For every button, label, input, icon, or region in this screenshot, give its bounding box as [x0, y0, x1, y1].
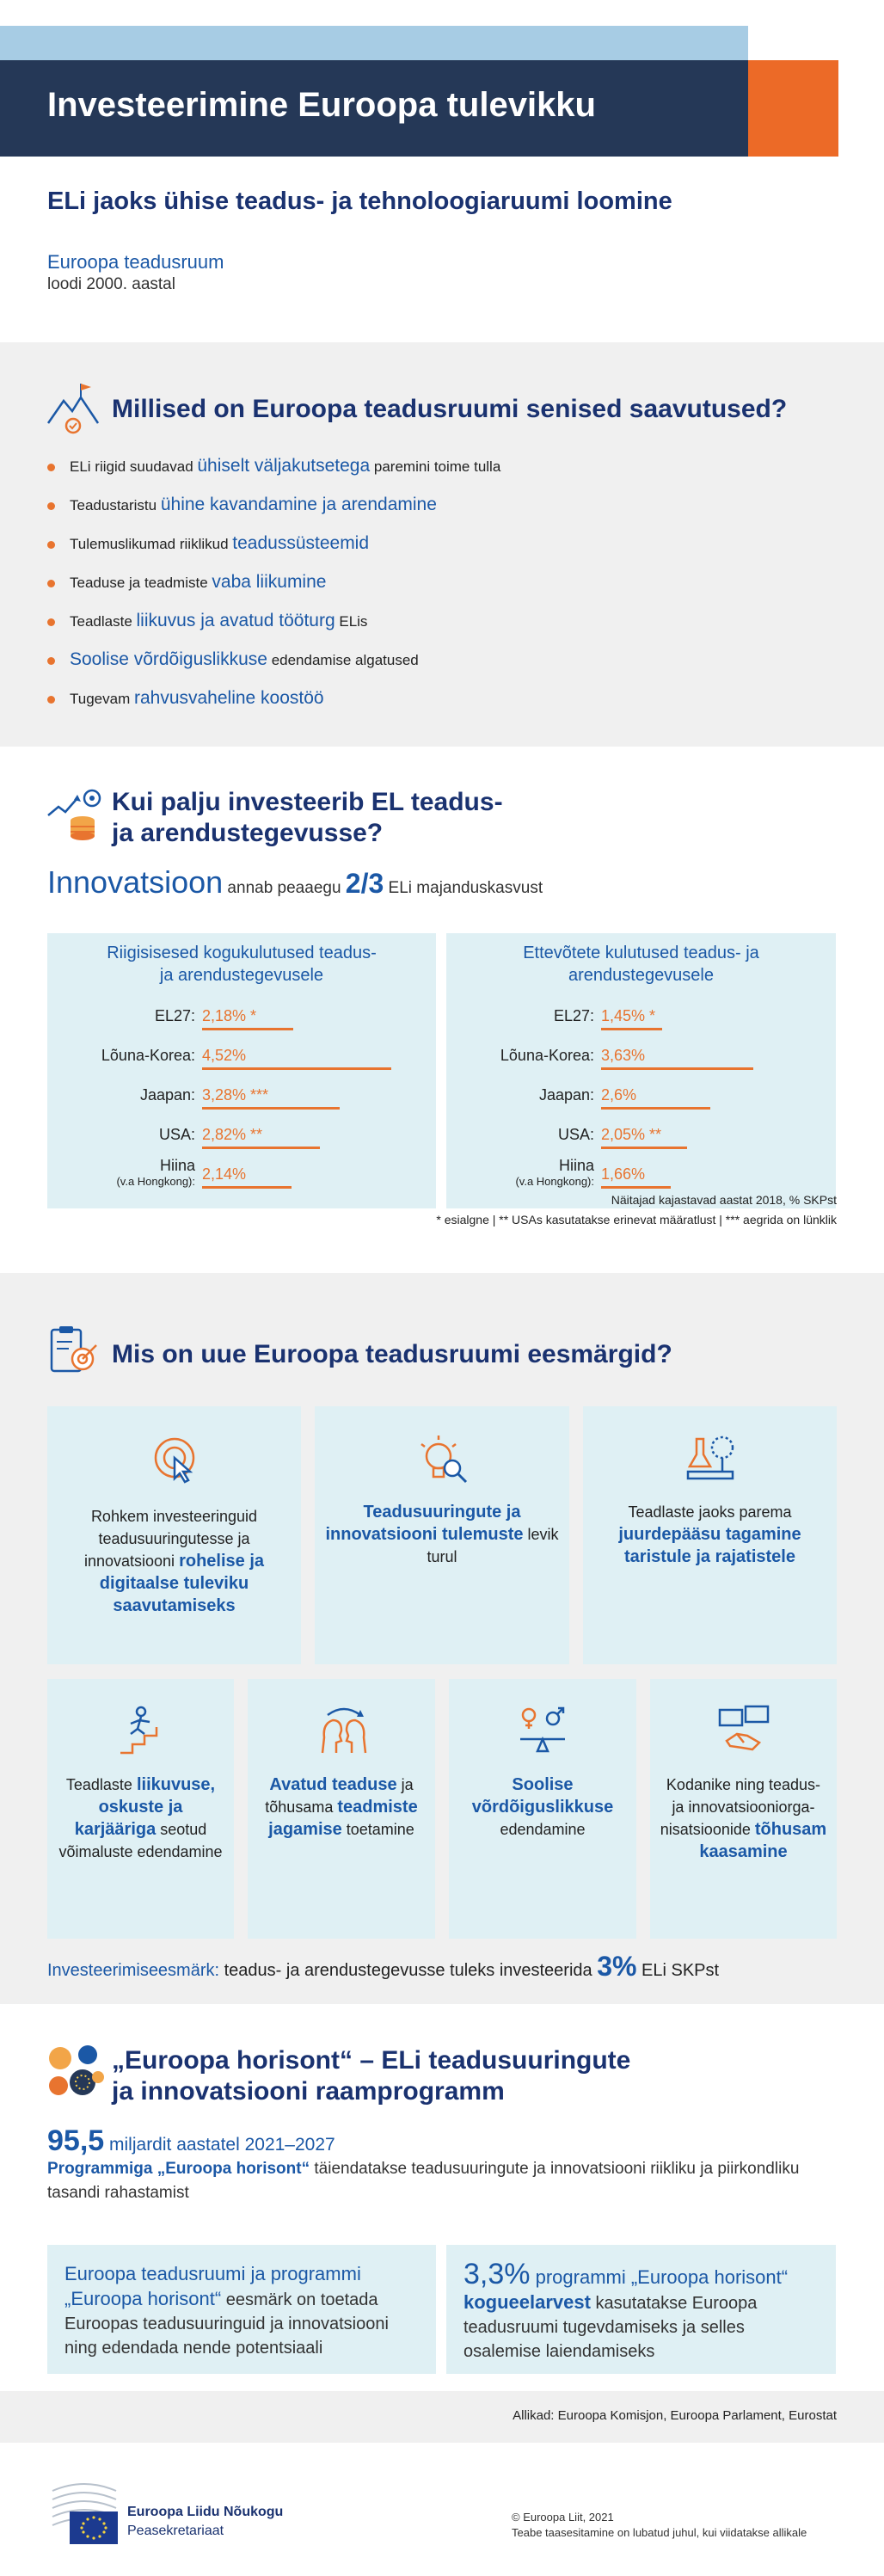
goal-highlight: Teadusuuringute ja innovatsiooni tulemuste: [325, 1503, 524, 1544]
sources: Allikad: Euroopa Komisjon, Euroopa Parlament, Eurostat: [513, 2408, 837, 2423]
achievement-item: [47, 531, 500, 569]
achievement-item: [47, 647, 500, 685]
goal-text: [592, 1501, 828, 1568]
panel-title-line2: ja arendustegevusele: [159, 966, 324, 985]
goal-text-part: ja tõhusama: [265, 1776, 414, 1816]
heads-exchange-icon: [316, 1705, 367, 1758]
achievements-list: [47, 453, 500, 724]
tap-target-icon: [149, 1432, 200, 1485]
footer-copyright: [512, 2510, 807, 2541]
goal-tile: [449, 1679, 636, 1939]
panel-title-line1: Ettevõtete kulutused teadus- ja: [523, 944, 759, 962]
country-row: [47, 1043, 436, 1083]
achievement-highlight: liikuvus ja avatud tööturg: [136, 611, 335, 630]
country-row: [446, 1043, 836, 1083]
goal-text: [256, 1774, 427, 1841]
achievement-highlight: ühiselt väljakutsetega: [197, 456, 371, 476]
horizon-share-mid: programmi „Euroopa horisont“: [530, 2266, 789, 2288]
footer-org-name: Euroopa Liidu Nõukogu: [127, 2505, 284, 2519]
business-rd-panel: [446, 933, 836, 1208]
goal-tile: [248, 1679, 435, 1939]
coins-stack-icon: [45, 2043, 107, 2105]
achievement-text: Tugevam: [70, 691, 134, 707]
achievement-text: Tulemuslikumad riiklikud: [70, 536, 233, 552]
horizon-share-bold: kogueelarvest: [463, 2291, 591, 2313]
goal-text-part: Rohkem investeeringuid teadusuuringutesse ja innovatsiooni: [83, 1508, 258, 1570]
era-since: loodi 2000. aastal: [47, 275, 175, 293]
country-label: [446, 1126, 594, 1144]
rd-bar: [601, 1028, 662, 1030]
page-title: Investeerimine Euroopa tulevikku: [47, 86, 596, 124]
achievement-item: [47, 453, 500, 492]
country-name: EL27:: [154, 1007, 195, 1024]
goal-text-part: Teadlaste jaoks parema: [628, 1503, 792, 1521]
goal-highlight: teadmiste jagamise: [268, 1798, 418, 1839]
achievement-text: paremini toime tulla: [370, 458, 501, 475]
goal-highlight: liikuvuse, oskuste ja karjääriga: [74, 1775, 216, 1839]
rd-value: 1,66%: [601, 1165, 646, 1183]
council-eu-flag-logo: [47, 2474, 121, 2546]
goal-text: [659, 1774, 828, 1863]
mountain-flag-icon: [45, 378, 101, 435]
investment-title-line2: ja arendustegevusse?: [112, 819, 384, 847]
gross-rd-panel: [47, 933, 436, 1208]
investment-target-label: Investeerimiseesmärk:: [47, 1961, 220, 1980]
country-name: Lõuna-Korea:: [500, 1047, 594, 1064]
country-row: [446, 1004, 836, 1043]
horizon-share-rest: kasutatakse Euroopa teadusruumi tugevdamiseks ja selles osalemise laiendamiseks: [463, 2294, 758, 2361]
handshake-chat-icon: [718, 1705, 770, 1758]
achievement-highlight: teadussüsteemid: [232, 533, 370, 553]
investment-target-mid: teadus- ja arendustegevusse tuleks investeerida: [219, 1961, 598, 1980]
country-name: Jaapan:: [139, 1086, 195, 1104]
horizon-description-rest: täiendatakse teadusuuringute ja innovatsiooni riikliku ja piirkondliku tasandi rahastamist: [47, 2160, 800, 2202]
rd-bar: [601, 1067, 753, 1070]
panel-title-line1: Riigisisesed kogukulutused teadus-: [107, 944, 377, 962]
horizon-panel-goal-bold: Euroopa teadusruumi ja programmi „Euroopa horisont“: [64, 2263, 361, 2309]
horizon-title-line2: ja innovatsiooni raamprogramm: [112, 2077, 505, 2106]
country-label: [47, 1007, 195, 1025]
achievement-text: edendamise algatused: [267, 652, 419, 668]
footnotes: * esialgne | ** USAs kasutatakse erinevat määratlust | *** aegrida on lünklik: [436, 1213, 837, 1227]
goal-tile: [47, 1406, 301, 1664]
era-name: Euroopa teadusruum: [47, 251, 224, 273]
rd-value: 4,52%: [202, 1047, 247, 1064]
goal-tile: [650, 1679, 837, 1939]
header-stripe: [0, 26, 748, 60]
goal-highlight: Avatud teaduse: [269, 1775, 397, 1794]
horizon-title: [112, 2045, 630, 2107]
goal-text: [56, 1505, 292, 1617]
panel-title-line2: arendustegevusele: [568, 966, 714, 985]
rd-bar: [202, 1028, 293, 1030]
country-name: Hiina: [159, 1157, 195, 1174]
rd-bar: [202, 1067, 391, 1070]
rd-value: 3,28% ***: [202, 1086, 269, 1104]
goal-highlight: tõhusam kaasamine: [699, 1820, 827, 1861]
achievement-text: ELi riigid suudavad: [70, 458, 198, 475]
achievement-text: Teaduse ja teadmiste: [70, 575, 212, 591]
country-name: Jaapan:: [538, 1086, 594, 1104]
achievement-item: [47, 685, 500, 724]
rd-value: 2,82% **: [202, 1126, 263, 1143]
goal-tile: [315, 1406, 569, 1664]
country-label: [446, 1047, 594, 1065]
rd-value: 3,63%: [601, 1047, 646, 1064]
goal-text: [323, 1501, 561, 1568]
goal-text-part: Teadlaste: [65, 1776, 137, 1793]
clipboard-target-icon: [46, 1325, 100, 1378]
achievement-highlight: rahvusvaheline koostöö: [133, 688, 324, 708]
rd-bar: [202, 1107, 340, 1110]
rd-bar: [601, 1186, 671, 1189]
goal-highlight: rohelise ja digitaalse tuleviku saavutamiseks: [99, 1552, 264, 1615]
investment-target-value: 3%: [597, 1951, 637, 1982]
horizon-amount-period: miljardit aastatel 2021–2027: [104, 2135, 335, 2155]
country-row: [47, 1083, 436, 1122]
innovation-mid: annab peaaegu: [223, 879, 346, 897]
horizon-panel-goal-rest: eesmärk on toetada Euroopas teadusuuringuid ja innovatsiooni ning edendada nende potentsiaali: [64, 2290, 389, 2358]
goal-text-part: edendamine: [500, 1821, 586, 1838]
horizon-amount: 95,5: [47, 2124, 105, 2157]
achievement-item: [47, 608, 500, 647]
country-name: USA:: [557, 1126, 594, 1143]
country-label: [446, 1086, 594, 1104]
goal-text-part: levik turul: [427, 1526, 559, 1565]
achievement-text: Teadustaristu: [70, 497, 161, 513]
footer-organisation: [127, 2503, 283, 2541]
horizon-panel-goal: [47, 2245, 436, 2374]
achievement-item: [47, 569, 500, 608]
rd-value: 1,45% *: [601, 1007, 656, 1024]
country-row: [47, 1004, 436, 1043]
intro-subtitle: ELi jaoks ühise teadus- ja tehnoloogiaruumi loomine: [47, 188, 672, 215]
rd-value: 2,6%: [601, 1086, 637, 1104]
gender-balance-icon: [517, 1705, 568, 1758]
goal-tile: [583, 1406, 837, 1664]
investment-title: [112, 787, 503, 849]
runner-stairs-icon: [115, 1705, 167, 1758]
country-name: Lõuna-Korea:: [101, 1047, 195, 1064]
country-label: [47, 1126, 195, 1144]
lab-equipment-icon: [684, 1432, 736, 1485]
data-year-note: Näitajad kajastavad aastat 2018, % SKPst: [611, 1193, 837, 1207]
achievement-highlight: ühine kavandamine ja arendamine: [160, 495, 437, 514]
investment-title-line1: Kui palju investeerib EL teadus-: [112, 788, 503, 816]
country-name: USA:: [158, 1126, 195, 1143]
investment-target: [47, 1951, 719, 1983]
goal-text: [457, 1774, 628, 1841]
horizon-panel-budget-share: [446, 2245, 836, 2374]
goal-highlight: juurdepääsu tagamine taristule ja rajatistele: [618, 1525, 801, 1566]
horizon-budget: [47, 2124, 335, 2158]
country-name: Hiina: [558, 1157, 594, 1174]
country-label: [446, 1157, 594, 1188]
country-label: [47, 1157, 195, 1188]
horizon-description: [47, 2157, 821, 2205]
investment-target-post: ELi SKPst: [636, 1961, 720, 1980]
goal-highlight: Soolise võrdõiguslikkuse: [471, 1775, 614, 1817]
country-note: (v.a Hongkong):: [116, 1175, 195, 1188]
rd-value: 2,18% *: [202, 1007, 257, 1024]
country-note: (v.a Hongkong):: [515, 1175, 594, 1188]
footer-copyright-line1: © Euroopa Liit, 2021: [512, 2511, 614, 2524]
header: [0, 0, 884, 155]
footer-copyright-line2: Teabe taasesitamine on lubatud juhul, kui viidatakse allikale: [512, 2526, 807, 2539]
goals-title: Mis on uue Euroopa teadusruumi eesmärgid?: [112, 1340, 672, 1368]
country-name: EL27:: [553, 1007, 594, 1024]
achievement-item: [47, 492, 500, 531]
goal-tile: [47, 1679, 234, 1939]
horizon-title-line1: „Euroopa horisont“ – ELi teadusuuringute: [112, 2046, 631, 2075]
horizon-share-value: 3,3%: [463, 2258, 531, 2290]
rd-value: 2,14%: [202, 1165, 247, 1183]
rd-bar: [601, 1147, 687, 1149]
goal-text-part: seotud võimaluste edendamine: [58, 1821, 223, 1860]
rd-value: 2,05% **: [601, 1126, 662, 1143]
footer-org-unit: Peasekretariaat: [127, 2524, 224, 2538]
growth-gears-coins-icon: [45, 784, 107, 845]
bulb-magnifier-icon: [416, 1432, 468, 1485]
rd-bar: [202, 1147, 320, 1149]
achievements-title: Millised on Euroopa teadusruumi senised saavutused?: [112, 395, 788, 423]
country-row: [47, 1157, 436, 1202]
country-row: [446, 1083, 836, 1122]
innovation-post: ELi majanduskasvust: [384, 879, 543, 897]
innovation-statement: [47, 864, 543, 901]
goal-text-part: Kodanike ning teadus- ja innovatsiooniorga-nisatsioonide: [660, 1776, 821, 1838]
achievement-highlight: Soolise võrdõiguslikkuse: [70, 649, 267, 669]
innovation-fraction: 2/3: [345, 868, 384, 899]
goal-text-part: toetamine: [341, 1821, 414, 1838]
achievement-text: ELis: [335, 613, 368, 630]
achievement-text: Teadlaste: [70, 613, 137, 630]
header-accent: [748, 60, 838, 157]
horizon-description-bold: Programmiga „Euroopa horisont“: [47, 2160, 310, 2178]
rd-bar: [202, 1186, 292, 1189]
country-label: [446, 1007, 594, 1025]
country-label: [47, 1086, 195, 1104]
innovation-word: Innovatsioon: [47, 864, 224, 900]
achievement-highlight: vaba liikumine: [212, 572, 327, 592]
rd-bar: [601, 1107, 710, 1110]
goal-text: [56, 1774, 225, 1863]
country-label: [47, 1047, 195, 1065]
